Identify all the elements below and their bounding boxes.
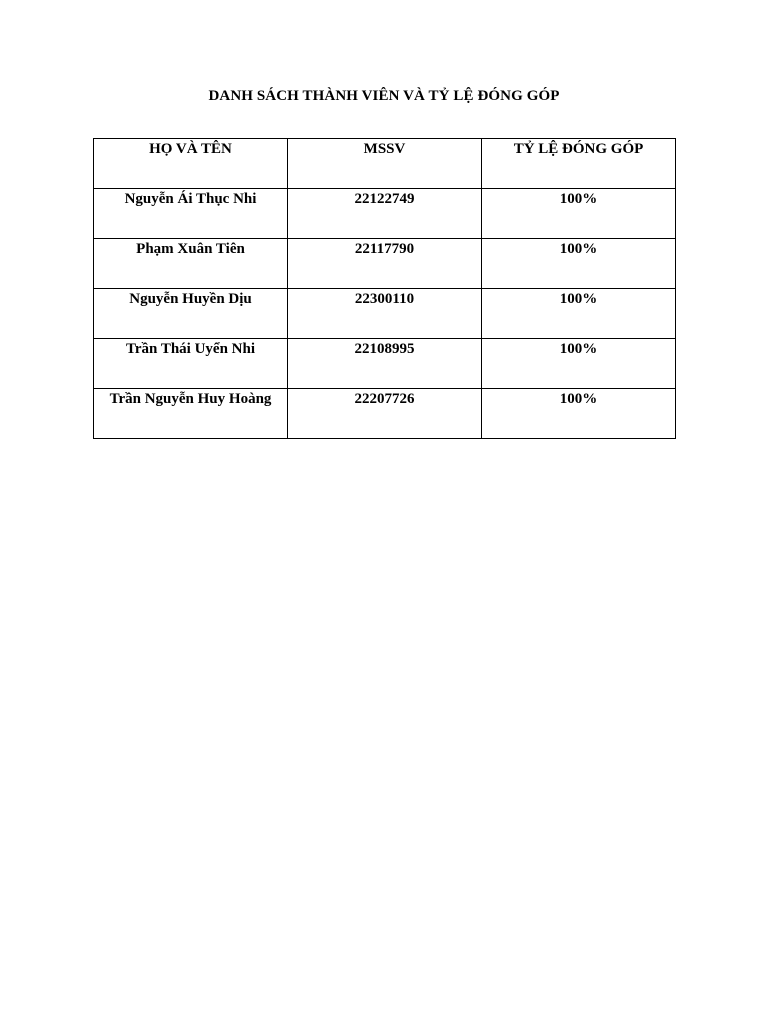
cell-student-id: 22207726 [288,389,482,439]
table-row [94,339,676,389]
column-header-contribution: TỶ LỆ ĐÓNG GÓP [482,139,676,189]
table-row [94,239,676,289]
table-row [94,389,676,439]
cell-contribution: 100% [482,389,676,439]
table-header-row [94,139,676,189]
page-title: DANH SÁCH THÀNH VIÊN VÀ TỶ LỆ ĐÓNG GÓP [208,88,560,104]
cell-name: Trần Thái Uyển Nhi [94,339,288,389]
cell-name: Nguyễn Huyền Dịu [94,289,288,339]
cell-student-id: 22108995 [288,339,482,389]
cell-student-id: 22117790 [288,239,482,289]
cell-contribution: 100% [482,339,676,389]
cell-name: Trần Nguyễn Huy Hoàng [94,389,288,439]
members-table [93,138,676,439]
table-row [94,189,676,239]
cell-name: Nguyễn Ái Thục Nhi [94,189,288,239]
cell-name: Phạm Xuân Tiên [94,239,288,289]
column-header-student-id: MSSV [288,139,482,189]
cell-student-id: 22122749 [288,189,482,239]
table-row [94,289,676,339]
cell-contribution: 100% [482,189,676,239]
cell-contribution: 100% [482,239,676,289]
cell-student-id: 22300110 [288,289,482,339]
cell-contribution: 100% [482,289,676,339]
column-header-name: HỌ VÀ TÊN [94,139,288,189]
